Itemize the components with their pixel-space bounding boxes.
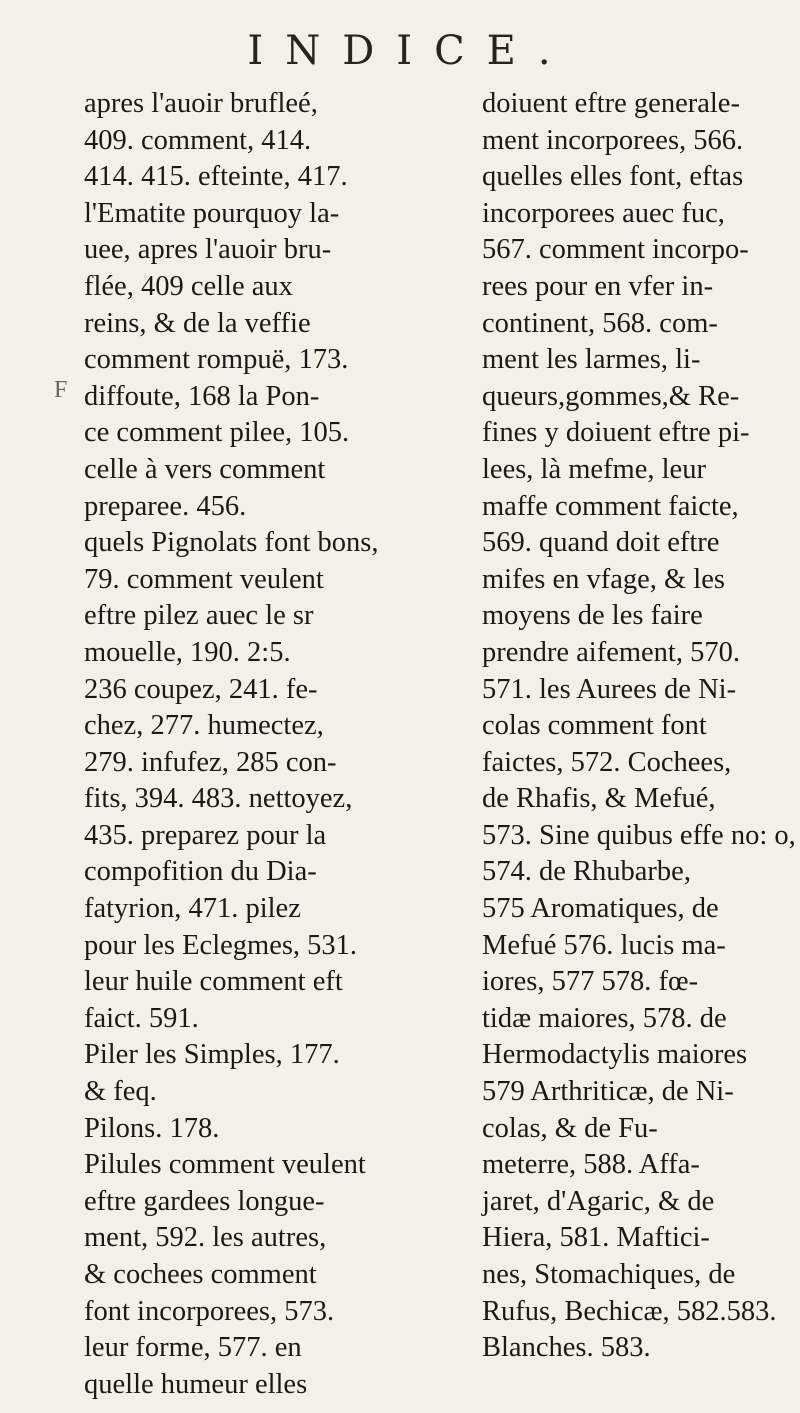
- index-line: eftre pilez auec le sr: [84, 600, 314, 632]
- index-line: & cochees comment: [84, 1259, 317, 1290]
- index-line: rees pour en vfer in-: [482, 270, 714, 302]
- index-line: Pilons. 178.: [84, 1112, 220, 1144]
- index-line: ment, 592. les autres,: [84, 1222, 327, 1254]
- right-column: [482, 86, 797, 1367]
- index-line: Mefué 576. lucis ma-: [482, 929, 726, 961]
- index-line: colas, & de Fu-: [482, 1112, 658, 1144]
- index-line: 575 Aromatiques, de: [482, 893, 719, 925]
- index-line: 573. Sine quibus effe no: o,: [482, 819, 796, 851]
- left-column: [84, 86, 414, 1403]
- index-line: Blanches. 583.: [482, 1332, 651, 1364]
- index-line: comment rompuë, 173.: [84, 344, 349, 376]
- index-line: 279. infufez, 285 con-: [84, 746, 337, 778]
- index-line: l'Ematite pourquoy la-: [84, 197, 340, 229]
- index-line: moyens de les faire: [482, 600, 703, 632]
- index-line: 409. comment, 414.: [84, 124, 312, 156]
- index-line: Rufus, Bechicæ, 582.583.: [482, 1295, 777, 1327]
- index-line: 435. preparez pour la: [84, 819, 327, 851]
- index-line: 79. comment veulent: [84, 563, 324, 595]
- index-line: colas comment font: [482, 710, 707, 742]
- index-line: doiuent eftre generale-: [482, 88, 740, 119]
- index-line: diffoute, 168 la Pon-: [84, 380, 320, 412]
- index-line: 579 Arthriticæ, de Ni-: [482, 1076, 734, 1108]
- index-line: leur huile comment eft: [84, 966, 343, 998]
- index-line: Piler les Simples, 177.: [84, 1039, 340, 1071]
- index-line: meterre, 588. Affa-: [482, 1149, 700, 1181]
- index-line: reins, & de la veffie: [84, 307, 311, 339]
- index-line: mifes en vfage, & les: [482, 563, 725, 595]
- index-line: mouelle, 190. 2:5.: [84, 636, 291, 668]
- index-line: nes, Stomachiques, de: [482, 1259, 736, 1290]
- index-line: ment incorporees, 566.: [482, 124, 744, 156]
- index-line: ce comment pilee, 105.: [84, 417, 350, 449]
- index-line: de Rhafis, & Mefué,: [482, 783, 716, 815]
- index-line: faict. 591.: [84, 1002, 199, 1034]
- index-line: 571. les Aurees de Ni-: [482, 673, 737, 705]
- index-line: 236 coupez, 241. fe-: [84, 673, 318, 705]
- index-line: fines y doiuent eftre pi-: [482, 417, 750, 449]
- index-line: tidæ maiores, 578. de: [482, 1002, 727, 1034]
- index-line: flée, 409 celle aux: [84, 270, 293, 302]
- index-line: lees, là mefme, leur: [482, 453, 706, 485]
- index-line: continent, 568. com-: [482, 307, 718, 339]
- index-line: faictes, 572. Cochees,: [482, 746, 732, 778]
- index-line: chez, 277. humectez,: [84, 710, 324, 742]
- index-line: queurs,gommes,& Re-: [482, 380, 740, 412]
- index-line: quelles elles font, eftas: [482, 161, 744, 193]
- index-line: ment les larmes, li-: [482, 344, 701, 376]
- index-line: & feq.: [84, 1076, 157, 1108]
- index-line: 574. de Rhubarbe,: [482, 856, 691, 888]
- index-line: prendre aifement, 570.: [482, 636, 740, 668]
- index-line: Hermodactylis maiores: [482, 1039, 748, 1071]
- index-line: eftre gardees longue-: [84, 1185, 325, 1217]
- index-line: maffe comment faicte,: [482, 490, 739, 522]
- index-line: celle à vers comment: [84, 453, 326, 485]
- index-line: pour les Eclegmes, 531.: [84, 929, 358, 961]
- index-line: apres l'auoir brufleé,: [84, 88, 318, 119]
- index-line: 414. 415. efteinte, 417.: [84, 161, 348, 193]
- index-line: preparee. 456.: [84, 490, 247, 522]
- index-line: jaret, d'Agaric, & de: [482, 1185, 715, 1217]
- margin-mark: F: [54, 377, 68, 403]
- index-line: quelle humeur elles: [84, 1368, 308, 1400]
- index-line: incorporees auec fuc,: [482, 197, 725, 229]
- index-line: uee, apres l'auoir bru-: [84, 234, 332, 266]
- index-line: fatyrion, 471. pilez: [84, 893, 301, 925]
- index-line: leur forme, 577. en: [84, 1332, 302, 1364]
- page-header: INDICE.: [247, 28, 573, 74]
- index-line: 569. quand doit eftre: [482, 527, 720, 559]
- index-line: fits, 394. 483. nettoyez,: [84, 783, 353, 815]
- index-line: Hiera, 581. Maftici-: [482, 1222, 710, 1254]
- index-line: iores, 577 578. fœ-: [482, 966, 699, 998]
- index-line: 567. comment incorpo-: [482, 234, 749, 266]
- index-line: compofition du Dia-: [84, 856, 317, 888]
- index-line: font incorporees, 573.: [84, 1295, 335, 1327]
- index-line: quels Pignolats font bons,: [84, 527, 379, 559]
- index-line: Pilules comment veulent: [84, 1149, 366, 1181]
